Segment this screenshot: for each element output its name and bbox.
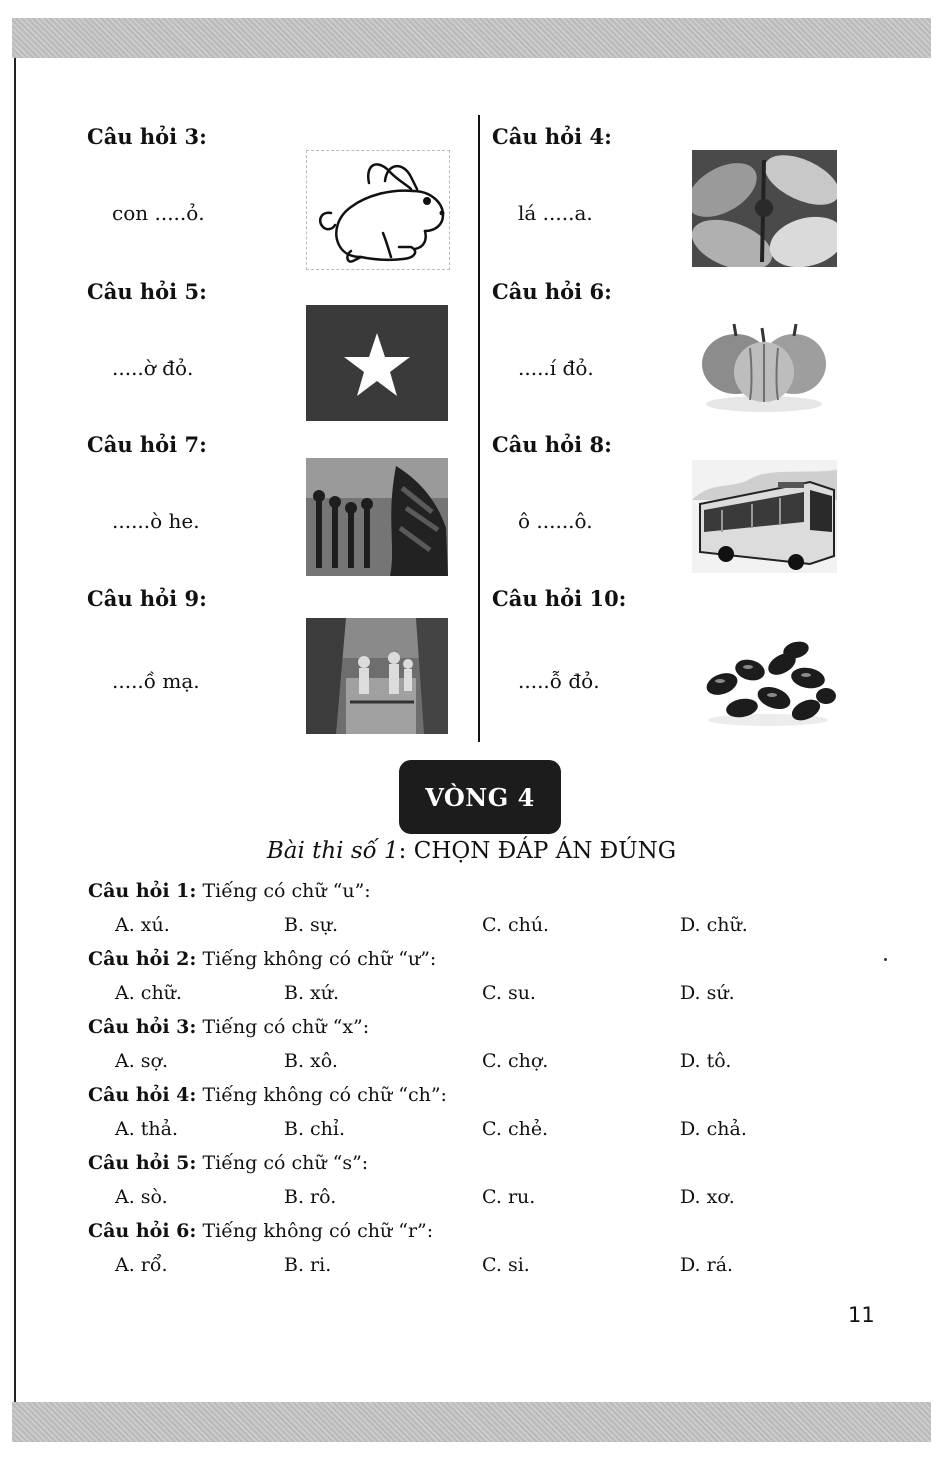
- question-label: Câu hỏi 4:: [492, 124, 612, 149]
- mc-question: [88, 1152, 368, 1174]
- test-title-rest: : CHỌN ĐÁP ÁN ĐÚNG: [398, 838, 677, 864]
- rice-field-picture: [306, 618, 448, 734]
- answer-option-c[interactable]: C. ru.: [482, 1186, 536, 1208]
- answer-option-d[interactable]: D. tô.: [680, 1050, 732, 1072]
- answer-option-a[interactable]: A. rổ.: [115, 1254, 168, 1276]
- question-blank-text: .....ờ đỏ.: [112, 356, 194, 380]
- answer-option-b[interactable]: B. rô.: [284, 1186, 337, 1208]
- answer-option-b[interactable]: B. ri.: [284, 1254, 332, 1276]
- mc-question-label: Câu hỏi 2:: [88, 948, 197, 970]
- answer-option-a[interactable]: A. chữ.: [115, 982, 182, 1004]
- answer-option-d[interactable]: D. rá.: [680, 1254, 734, 1276]
- mc-question: [88, 1220, 433, 1242]
- beans-picture: [700, 636, 836, 728]
- mc-question-prompt: Tiếng không có chữ “ư”:: [196, 948, 437, 970]
- answer-option-a[interactable]: A. sò.: [115, 1186, 168, 1208]
- question-blank-text: .....ỗ đỏ.: [518, 669, 600, 693]
- mc-question: [88, 1084, 447, 1106]
- mc-question-prompt: Tiếng có chữ “x”:: [196, 1016, 370, 1038]
- answer-option-b[interactable]: B. xứ.: [284, 982, 340, 1004]
- answer-option-b[interactable]: B. sự.: [284, 914, 339, 936]
- answer-option-a[interactable]: A. thả.: [115, 1118, 179, 1140]
- question-blank-text: lá .....a.: [518, 201, 593, 225]
- answer-option-c[interactable]: C. chợ.: [482, 1050, 549, 1072]
- header-band: [12, 18, 931, 58]
- mc-question-label: Câu hỏi 1:: [88, 880, 197, 902]
- mc-question-prompt: Tiếng không có chữ “ch”:: [196, 1084, 447, 1106]
- answer-option-b[interactable]: B. chỉ.: [284, 1118, 346, 1140]
- speck: [884, 958, 887, 961]
- mc-question: [88, 880, 371, 902]
- question-blank-text: ......ò he.: [112, 509, 200, 533]
- test-title: [0, 838, 943, 864]
- mc-question-label: Câu hỏi 3:: [88, 1016, 197, 1038]
- question-blank-text: .....í đỏ.: [518, 356, 594, 380]
- mc-question: [88, 948, 436, 970]
- answer-option-a[interactable]: A. xú.: [115, 914, 170, 936]
- answer-option-b[interactable]: B. xô.: [284, 1050, 338, 1072]
- footer-band: [12, 1402, 931, 1442]
- column-divider: [478, 115, 480, 742]
- answer-option-c[interactable]: C. chẻ.: [482, 1118, 549, 1140]
- pumpkin-picture: [700, 308, 828, 414]
- mc-question-prompt: Tiếng có chữ “s”:: [196, 1152, 369, 1174]
- answer-option-c[interactable]: C. si.: [482, 1254, 530, 1276]
- question-blank-text: con .....ỏ.: [112, 201, 205, 225]
- page-left-rule: [14, 58, 16, 1402]
- mc-question-label: Câu hỏi 6:: [88, 1220, 197, 1242]
- mc-question-prompt: Tiếng không có chữ “r”:: [196, 1220, 434, 1242]
- question-label: Câu hỏi 3:: [87, 124, 207, 149]
- answer-option-d[interactable]: D. chả.: [680, 1118, 747, 1140]
- answer-option-d[interactable]: D. chữ.: [680, 914, 748, 936]
- leaves-picture: [692, 150, 837, 267]
- question-label: Câu hỏi 9:: [87, 586, 207, 611]
- mc-question: [88, 1016, 369, 1038]
- question-blank-text: ô ......ô.: [518, 509, 593, 533]
- question-label: Câu hỏi 10:: [492, 586, 627, 611]
- page-number: 11: [848, 1303, 875, 1327]
- answer-option-d[interactable]: D. xơ.: [680, 1186, 735, 1208]
- question-label: Câu hỏi 6:: [492, 279, 612, 304]
- flag-picture: [306, 305, 448, 421]
- bus-picture: [692, 460, 837, 573]
- question-blank-text: .....ồ mạ.: [112, 669, 200, 693]
- answer-option-a[interactable]: A. sợ.: [115, 1050, 169, 1072]
- question-label: Câu hỏi 8:: [492, 432, 612, 457]
- round-badge: VÒNG 4: [399, 760, 561, 834]
- mc-question-label: Câu hỏi 4:: [88, 1084, 197, 1106]
- mc-question-prompt: Tiếng có chữ “u”:: [196, 880, 371, 902]
- rabbit-picture: [306, 150, 450, 270]
- question-label: Câu hỏi 7:: [87, 432, 207, 457]
- answer-option-d[interactable]: D. sứ.: [680, 982, 735, 1004]
- test-title-italic: Bài thi số 1: [266, 838, 399, 864]
- question-label: Câu hỏi 5:: [87, 279, 207, 304]
- answer-option-c[interactable]: C. su.: [482, 982, 536, 1004]
- answer-option-c[interactable]: C. chú.: [482, 914, 550, 936]
- toy-figurines-picture: [306, 458, 448, 576]
- mc-question-label: Câu hỏi 5:: [88, 1152, 197, 1174]
